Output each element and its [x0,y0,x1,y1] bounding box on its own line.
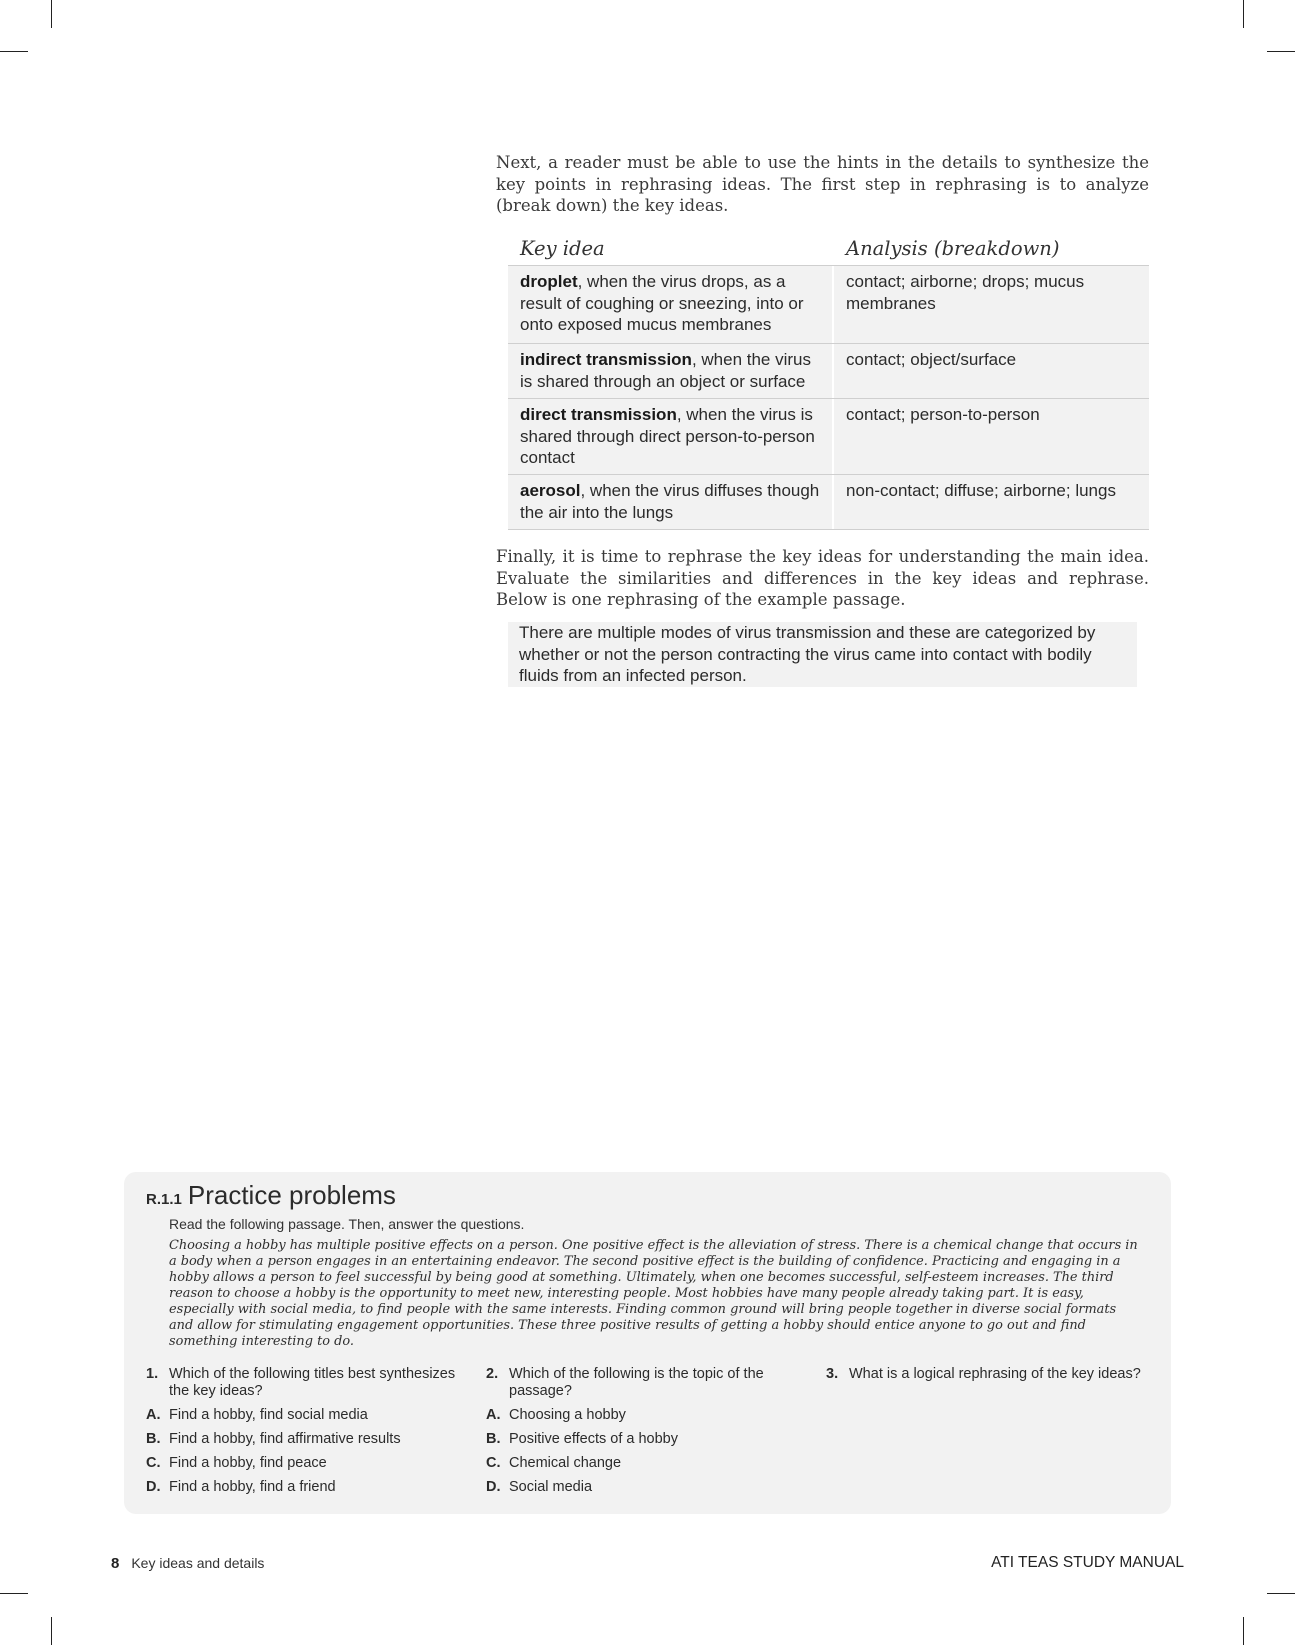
option-text: Find a hobby, find affirmative results [169,1431,401,1447]
header-analysis: Analysis (breakdown) [846,237,1060,260]
key-idea-table-header [508,232,1149,266]
key-definition: , when the virus drops, as a result of coughing or sneezing, into or onto exposed mucus membranes [520,272,804,334]
analysis-cell: contact; airborne; drops; mucus membranes [834,266,1149,343]
question-stem [826,1366,1161,1400]
key-term: droplet [520,272,578,291]
question-1 [146,1366,458,1496]
key-definition: , when the virus diffuses though the air into the lungs [520,481,820,522]
option-text: Positive effects of a hobby [509,1431,679,1447]
question-number: 2. [486,1366,499,1382]
table-row [508,344,1149,399]
crop-mark-top-right-vertical [1243,0,1244,28]
crop-mark-bottom-right-horizontal [1267,1593,1295,1594]
analysis-cell: contact; person-to-person [834,399,1149,474]
crop-mark-top-right-horizontal [1267,51,1295,52]
question-text: Which of the following is the topic of the passage? [509,1366,764,1399]
question-3 [826,1366,1161,1400]
option-letter: D. [486,1479,501,1495]
option-text: Social media [509,1479,593,1495]
crop-mark-top-left-horizontal [0,51,28,52]
table-row [508,399,1149,475]
rephrasing-example: There are multiple modes of virus transmission and these are categorized by whether or not the person contracting the virus came into contact with bodily fluids from an infected person. [508,622,1137,687]
option-letter: C. [486,1455,501,1471]
answer-option[interactable] [486,1407,776,1424]
key-idea-cell [508,266,834,343]
answer-option[interactable] [146,1407,458,1424]
footer-section: Key ideas and details [131,1555,265,1571]
key-idea-table [508,232,1149,530]
question-text: What is a logical rephrasing of the key ideas? [849,1366,1141,1382]
answer-option[interactable] [486,1479,776,1496]
table-row [508,266,1149,344]
answer-option[interactable] [486,1455,776,1472]
option-text: Find a hobby, find social media [169,1407,368,1423]
page-number: 8 [111,1555,120,1572]
practice-passage: Choosing a hobby has multiple positive effects on a person. One positive effect is the alleviation of stress. There is a chemical change that occurs in a body when a person engages in an entertaining endeavor. The second positive effect is the building of confidence. Practicing and engaging in a hobby allows a person to feel successful by being good at something. Ultimately, when one becomes successful, self-esteem increases. The third reason to choose a hobby is the opportunity to meet new, interesting people. Most hobbies have many people already taking part. It is easy, especially with social media, to find people with the same interests. Finding common ground will bring people together in diverse social formats and allow for stimulating engagement opportunities. These three positive results of getting a hobby should entice anyone to go out and find something interesting to do. [169,1238,1138,1349]
practice-problems-box [124,1172,1171,1514]
question-number: 3. [826,1366,839,1382]
question-text: Which of the following titles best synthesizes the key ideas? [169,1366,456,1399]
option-text: Choosing a hobby [509,1407,626,1423]
option-text: Find a hobby, find a friend [169,1479,336,1495]
option-letter: C. [146,1455,161,1471]
option-letter: B. [146,1431,161,1447]
book-title: ATI TEAS STUDY MANUAL [991,1554,1184,1571]
option-letter: D. [146,1479,161,1495]
option-letter: A. [146,1407,161,1423]
question-2 [486,1366,776,1496]
option-letter: B. [486,1431,501,1447]
option-text: Chemical change [509,1455,622,1471]
answer-option[interactable] [146,1431,458,1448]
analysis-cell: non-contact; diffuse; airborne; lungs [834,475,1149,529]
key-term: direct transmission [520,405,677,424]
crop-mark-bottom-right-vertical [1243,1617,1244,1645]
final-paragraph: Finally, it is time to rephrase the key ideas for understanding the main idea. Evaluate the similarities and differences in the key ideas and rephrase. Below is one rephrasing of the example passage. [496,547,1149,609]
option-letter: A. [486,1407,501,1423]
key-idea-cell [508,399,834,474]
analysis-cell: contact; object/surface [834,344,1149,398]
key-definition: , when the virus is shared through an object or surface [520,350,811,391]
key-idea-cell [508,344,834,398]
option-text: Find a hobby, find peace [169,1455,327,1471]
section-number: R.1.1 [146,1191,182,1208]
key-definition: , when the virus is shared through direct person-to-person contact [520,405,815,467]
question-stem [486,1366,776,1400]
page-footer-left [111,1555,264,1572]
question-stem [146,1366,458,1400]
crop-mark-top-left-vertical [51,0,52,28]
crop-mark-bottom-left-horizontal [0,1593,28,1594]
answer-option[interactable] [146,1455,458,1472]
key-term: indirect transmission [520,350,692,369]
intro-paragraph: Next, a reader must be able to use the hints in the details to synthesize the key points in rephrasing ideas. The first step in rephrasing is to analyze (break down) the key ideas. [496,153,1149,215]
header-key-idea: Key idea [520,237,605,260]
key-idea-cell [508,475,834,529]
table-row [508,475,1149,530]
key-term: aerosol [520,481,581,500]
answer-option[interactable] [486,1431,776,1448]
practice-title: Practice problems [187,1180,396,1210]
crop-mark-bottom-left-vertical [51,1617,52,1645]
answer-option[interactable] [146,1479,458,1496]
practice-instructions: Read the following passage. Then, answer the questions. [169,1216,525,1232]
practice-heading [146,1180,396,1211]
question-number: 1. [146,1366,159,1382]
